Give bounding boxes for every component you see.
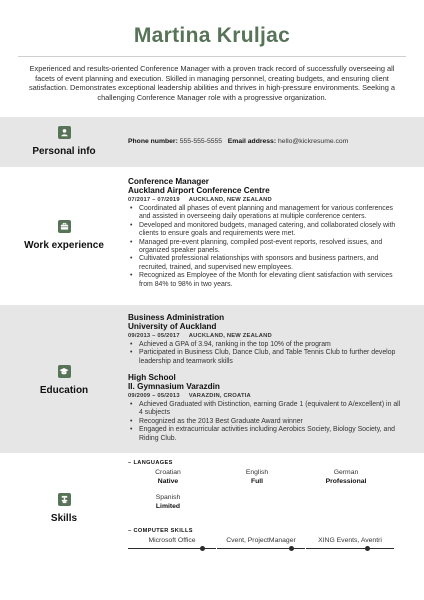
language-name: Croatian [155,469,181,476]
skill-level-marker [200,546,205,551]
date-range: 09/2013 – 05/2017 [128,333,180,339]
company-name: Auckland Airport Conference Centre [128,186,270,195]
language-level: Native [157,478,179,485]
header-divider [18,56,406,57]
list-item: • Managed pre-event planning, compiled post-event reports, resolved issues, and organized speaker panels. [128,239,404,256]
language-level: Professional [325,478,367,485]
education-location: AUCKLAND, NEW ZEALAND [188,333,272,339]
education-bullets [128,341,404,366]
skill-name: Microsoft Office [148,537,196,544]
skill-level-marker [289,546,294,551]
section-title: Education [39,385,89,396]
computer-skill-item [217,536,305,549]
computer-skill-item [128,536,216,549]
language-level: Limited [155,503,181,510]
personal-info-section [0,117,424,167]
list-item: • Recognized as the 2013 Best Graduate Award winner [128,418,404,426]
skill-name: Cvent, ProjectManager [226,537,296,544]
skill-level-bar [306,548,394,549]
candidate-name: Martina Kruljac [133,24,291,47]
contact-line [128,138,404,145]
person-icon [58,126,71,139]
date-range: 09/2009 – 05/2013 [128,393,180,399]
language-item [128,493,208,511]
school-name: II. Gymnasium Varazdin [128,382,220,391]
list-item: • Participated in Business Club, Dance Club, and Table Tennis Club to further develop leadership and teamwork skills [128,349,404,366]
list-item: • Achieved a GPA of 3.94, ranking in the top 10% of the program [128,341,404,349]
list-item: • Achieved Graduated with Distinction, earning Grade 1 (equivalent to A/excellent) in all 4 subjects [128,401,404,418]
skill-level-bar [128,548,216,549]
phone-number: 555-555-5555 [179,138,223,145]
tools-icon [58,493,71,506]
degree-title: Business Administration [128,313,225,322]
work-experience-header [0,220,128,251]
email-address: hello@kickresume.com [278,138,349,145]
education-section [0,305,424,453]
skills-header [0,493,128,524]
degree-title: High School [128,373,176,382]
education-entry [128,373,404,443]
graduation-cap-icon [58,365,71,378]
language-name: English [245,469,269,476]
list-item: • Cultivated professional relationships with sponsors and business partners, and recruited, trained, and supervised new employees. [128,255,404,272]
section-title: Work experience [24,240,104,251]
job-dates [128,196,404,204]
computer-skills-heading: – COMPUTER SKILLS [128,528,193,534]
job-bullets [128,205,404,289]
skills-section [0,453,424,600]
language-name: Spanish [155,494,181,501]
briefcase-icon [58,220,71,233]
email-label: Email address: [227,138,277,145]
list-item: • Coordinated all phases of event planning and management for various conferences and assisted in overseeing daily operations at multiple conference centers. [128,205,404,222]
section-title: Personal info [32,146,96,157]
date-range: 07/2017 – 07/2019 [128,197,180,203]
job-location: AUCKLAND, NEW ZEALAND [188,197,272,203]
personal-info-header [0,126,128,157]
language-item [217,468,297,486]
languages-heading: – LANGUAGES [128,460,173,466]
education-location: VARAZDIN, CROATIA [188,393,251,399]
phone-label: Phone number: [128,138,178,145]
profile-summary: Experienced and results-oriented Conference Manager with a proven track record of successfully overseeing all facets of event planning and execution. Skilled in managing personnel, creating budgets, and ensuring client satisfaction. Demonstrates exceptional leadership abilities and thrives in high-pressure environments. Seeking a challenging Conference Manager role with a progressive organization. [28,64,396,102]
education-dates [128,332,404,340]
language-item [306,468,386,486]
job-entry [128,177,404,289]
work-experience-section [0,167,424,305]
education-bullets [128,401,404,443]
computer-skill-item [306,536,394,549]
education-header [0,365,128,396]
list-item: • Engaged in extracurricular activities including Aerobics Society, Biology Society, and Riding Club. [128,426,404,443]
skill-name: XING Events, Aventri [318,537,382,544]
skill-level-bar [217,548,305,549]
school-name: University of Auckland [128,322,217,331]
list-item: • Recognized as Employee of the Month for elevating client satisfaction with services from 84% to 98% in two years. [128,272,404,289]
language-name: German [333,469,359,476]
language-item [128,468,208,486]
section-title: Skills [50,513,78,524]
education-dates [128,392,404,400]
skill-level-marker [365,546,370,551]
language-level: Full [250,478,264,485]
job-title: Conference Manager [128,177,209,186]
list-item: • Developed and monitored budgets, managed catering, and collaborated closely with clients to ensure goals and requirements were met. [128,222,404,239]
education-entry [128,313,404,366]
